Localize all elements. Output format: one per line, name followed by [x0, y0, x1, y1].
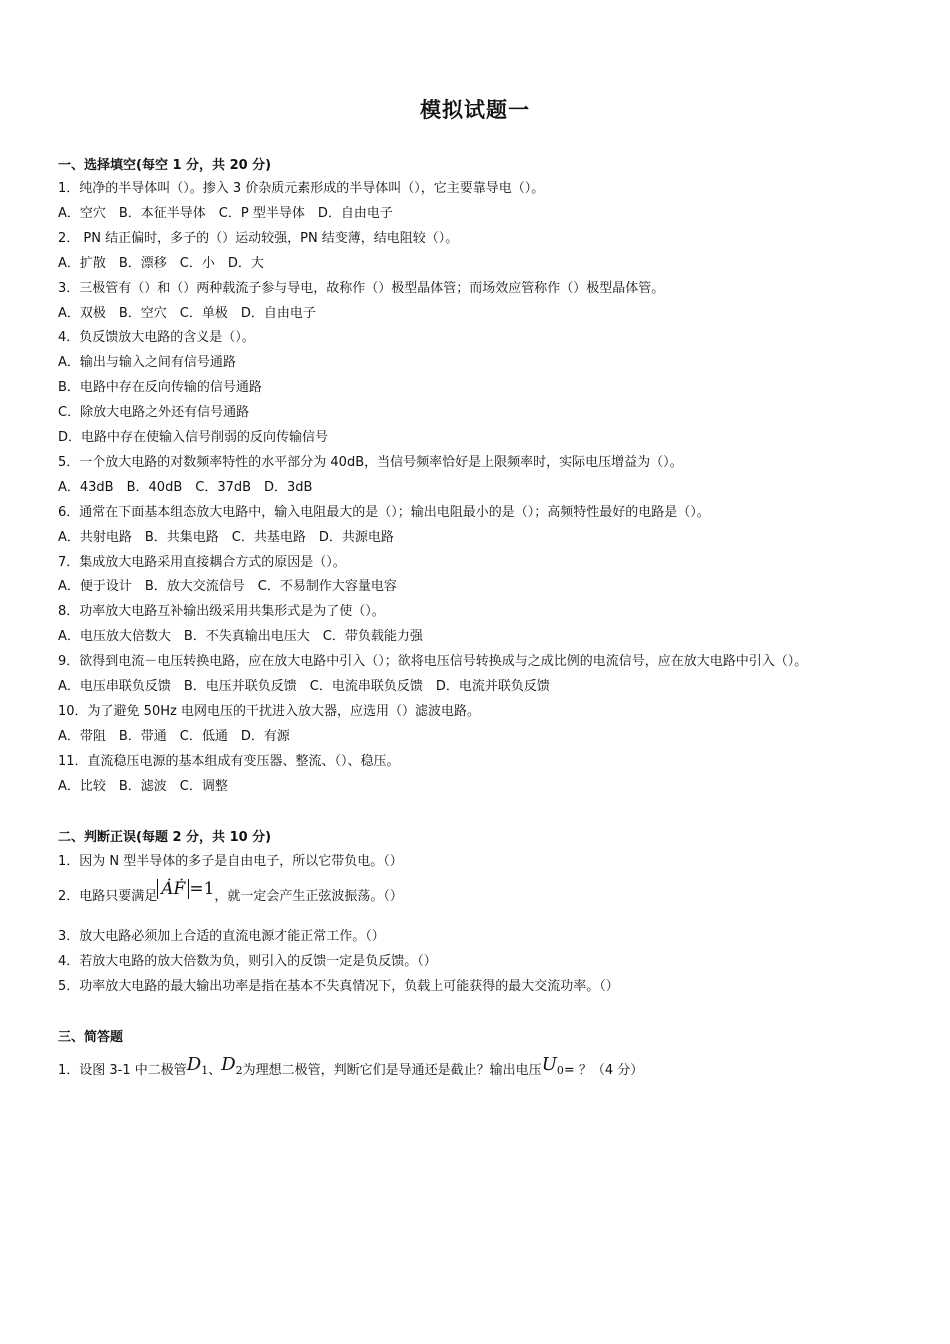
af-formula: ȦḞ	[157, 879, 189, 899]
section-1-line: 9．欲得到电流－电压转换电路，应在放大电路中引入（）；欲将电压信号转换成与之成比例的电流信号，应在放大电路中引入（）。	[58, 654, 808, 669]
section-1-line: A．便于设计 B．放大交流信号 C．不易制作大容量电容	[58, 579, 397, 594]
section-3-heading: 三、简答题	[58, 1030, 124, 1045]
judge-question-2-prefix: 2．电路只要满足	[58, 889, 158, 904]
section-1-line: A．43dB B．40dB C．37dB D．3dB	[58, 480, 313, 495]
section-1-line: A．双极 B．空穴 C．单极 D．自由电子	[58, 306, 316, 321]
short-answer-question-1	[58, 1052, 643, 1084]
short-answer-1-prefix: 1．设图 3-1 中二极管	[58, 1063, 187, 1078]
diode-d1-symbol: $D_1$	[186, 1054, 209, 1077]
section-1-line: 1．纯净的半导体叫（）。掺入 3 价杂质元素形成的半导体叫（），它主要靠导电（）。	[58, 181, 545, 196]
diode-d2-symbol: $D_2$	[221, 1054, 243, 1077]
page-title: 模拟试题一	[420, 98, 530, 122]
section-1-line: D．电路中存在使输入信号削弱的反向传输信号	[58, 430, 329, 445]
section-1-line: 11．直流稳压电源的基本组成有变压器、整流、（）、稳压。	[58, 754, 400, 769]
short-answer-1-suffix: = ？（4 分）	[563, 1063, 644, 1078]
section-1-line: 4．负反馈放大电路的含义是（）。	[58, 330, 255, 345]
output-voltage-symbol: $U_0$	[541, 1054, 564, 1077]
section-1-line: 2． PN 结正偏时，多子的（）运动较强，PN 结变薄，结电阻较（）。	[58, 231, 459, 246]
section-1-line: A．电压串联负反馈 B．电压并联负反馈 C．电流串联负反馈 D．电流并联负反馈	[58, 679, 550, 694]
judge-question-2-suffix: ，就一定会产生正弦波振荡。（）	[214, 889, 403, 904]
section-1-heading: 一、选择填空(每空 1 分，共 20 分)	[58, 158, 272, 173]
judge-question-4: 4．若放大电路的放大倍数为负，则引入的反馈一定是负反馈。（）	[58, 954, 437, 969]
section-1-line: A．输出与输入之间有信号通路	[58, 355, 236, 370]
section-1-line: 10．为了避免 50Hz 电网电压的干扰进入放大器，应选用（）滤波电路。	[58, 704, 480, 719]
section-1-line: 3．三极管有（）和（）两种载流子参与导电，故称作（）极型晶体管；而场效应管称作（）极型晶体管。	[58, 281, 665, 296]
judge-question-3: 3．放大电路必须加上合适的直流电源才能正常工作。（）	[58, 929, 385, 944]
section-1-line: A．共射电路 B．共集电路 C．共基电路 D．共源电路	[58, 530, 394, 545]
section-1-line: 8．功率放大电路互补输出级采用共集形式是为了使（）。	[58, 604, 385, 619]
af-formula-equals: =1	[189, 879, 215, 899]
section-1-line: 5．一个放大电路的对数频率特性的水平部分为 40dB，当信号频率恰好是上限频率时，实际电压增益为（）。	[58, 455, 683, 470]
section-1-line: C．除放大电路之外还有信号通路	[58, 405, 250, 420]
section-2-heading: 二、判断正误(每题 2 分，共 10 分)	[58, 830, 272, 845]
section-1-line: A．电压放大倍数大 B．不失真输出电压大 C．带负载能力强	[58, 629, 423, 644]
section-1-line: A．空穴 B．本征半导体 C．P 型半导体 D．自由电子	[58, 206, 393, 221]
section-1-line: 7．集成放大电路采用直接耦合方式的原因是（）。	[58, 555, 346, 570]
short-answer-1-middle: 为理想二极管，判断它们是导通还是截止？输出电压	[242, 1063, 542, 1078]
section-1-line: A．带阻 B．带通 C．低通 D．有源	[58, 729, 290, 744]
section-1-line: A．扩散 B．漂移 C．小 D．大	[58, 256, 264, 271]
section-1-line: 6．通常在下面基本组态放大电路中，输入电阻最大的是（）；输出电阻最小的是（）；高频特性最好的电路是（）。	[58, 505, 710, 520]
judge-question-5: 5．功率放大电路的最大输出功率是指在基本不失真情况下，负载上可能获得的最大交流功率。（）	[58, 979, 619, 994]
symbol-separator: 、	[208, 1063, 222, 1078]
section-1-line: A．比较 B．滤波 C．调整	[58, 779, 228, 794]
judge-question-1: 1．因为 N 型半导体的多子是自由电子，所以它带负电。（）	[58, 854, 403, 869]
section-1-line: B．电路中存在反向传输的信号通路	[58, 380, 262, 395]
judge-question-2	[58, 876, 403, 910]
